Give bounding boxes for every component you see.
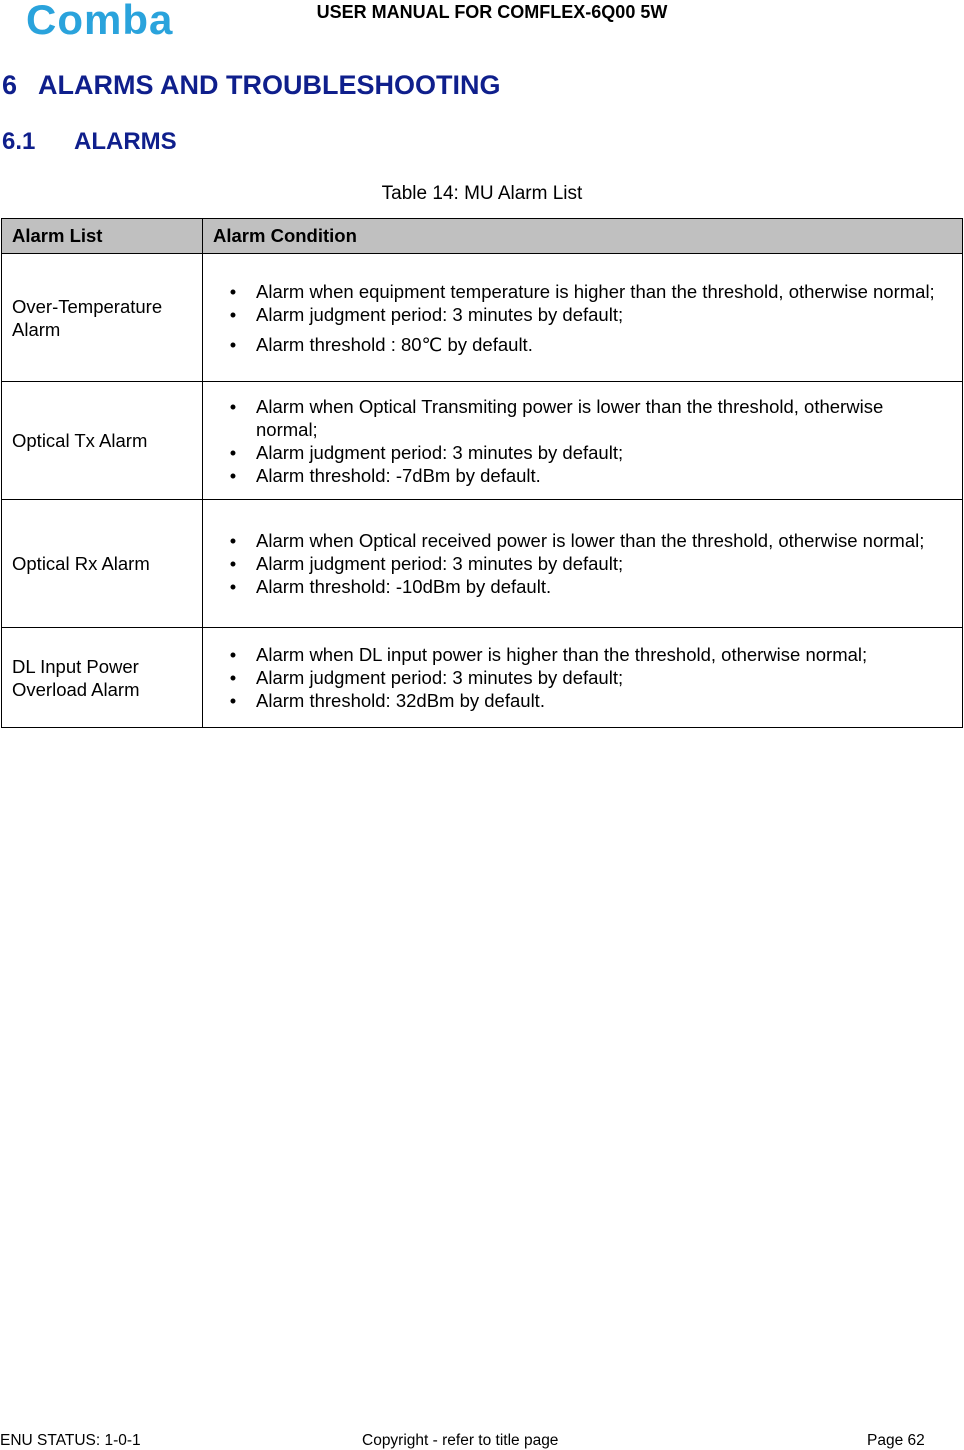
subsection-title: ALARMS [74,128,177,155]
table-row [2,382,963,500]
table-row [2,628,963,728]
list-item: • Alarm threshold: -10dBm by default. [229,576,552,597]
alarm-table [1,218,963,728]
alarm-name: Over-Temperature Alarm [2,254,203,382]
section-number: 6 [2,70,18,100]
section-title: ALARMS AND TROUBLESHOOTING [38,70,501,100]
list-item: • Alarm threshold : 80℃ by default. [229,333,533,355]
footer-copyright: Copyright - refer to title page [362,1432,559,1449]
list-item: • Alarm judgment period: 3 minutes by default; [229,553,624,574]
footer-page-number: Page 62 [867,1432,925,1449]
subsection-heading [2,128,177,156]
alarm-name: DL Input Power Overload Alarm [2,628,203,728]
list-item: • Alarm threshold: -7dBm by default. [229,464,541,486]
table-header-row [2,219,963,254]
list-item: • Alarm judgment period: 3 minutes by default; [229,441,624,463]
list-item: • Alarm judgment period: 3 minutes by default; [229,667,624,688]
subsection-number: 6.1 [2,128,36,155]
svg-text:Comba: Comba [26,0,174,40]
header-alarm-list: Alarm List [2,219,203,254]
list-item: • Alarm threshold: 32dBm by default. [229,690,545,711]
table-caption: Table 14: MU Alarm List [381,183,583,204]
list-item: • Alarm when Optical Transmiting power is lower than the threshold, otherwise normal; [229,395,884,440]
alarm-name: Optical Rx Alarm [2,500,203,628]
list-item: • Alarm when DL input power is higher than the threshold, otherwise normal; [229,644,868,665]
list-item: • Alarm when Optical received power is lower than the threshold, otherwise normal; [229,530,925,551]
alarm-conditions [203,628,963,728]
alarm-name: Optical Tx Alarm [2,382,203,500]
alarm-conditions [203,382,963,500]
manual-title: USER MANUAL FOR COMFLEX-6Q00 5W [316,2,668,22]
table-row [2,254,963,382]
section-heading [2,70,500,101]
header-alarm-condition: Alarm Condition [203,219,963,254]
list-item: • Alarm when equipment temperature is higher than the threshold, otherwise normal; [229,280,935,302]
table-row [2,500,963,628]
alarm-conditions [203,254,963,382]
alarm-conditions [203,500,963,628]
footer-status: ENU STATUS: 1-0-1 [0,1432,141,1449]
list-item: • Alarm judgment period: 3 minutes by default; [229,303,624,325]
